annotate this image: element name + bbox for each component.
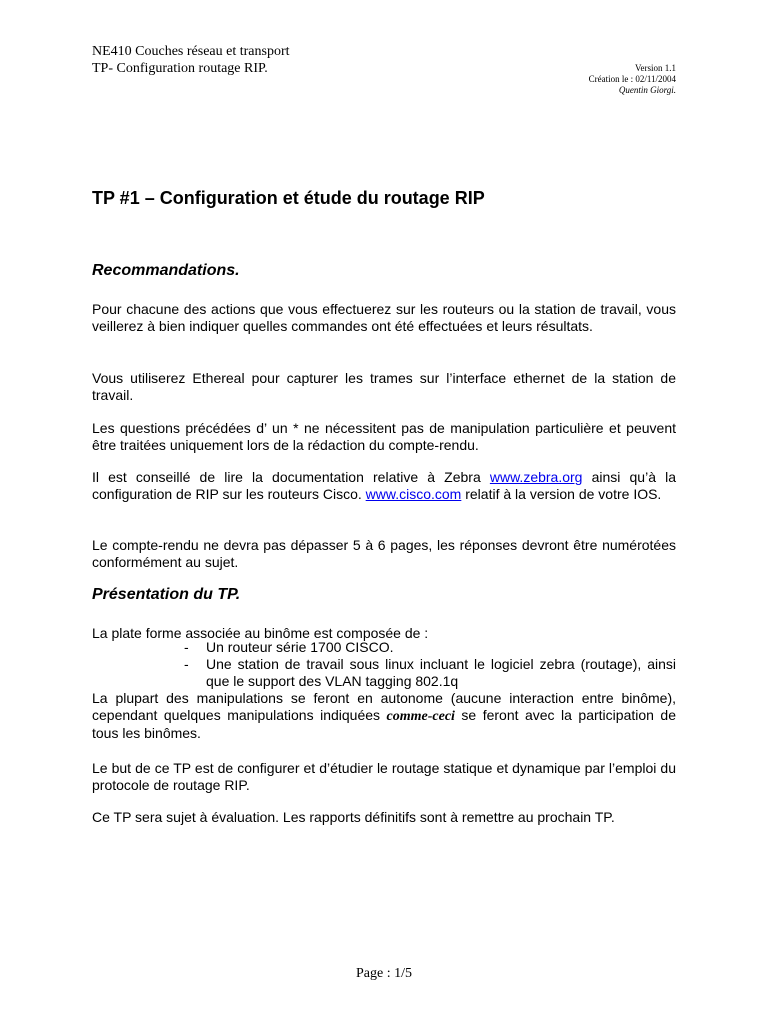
paragraph: Le compte-rendu ne devra pas dépasser 5 à 6 pages, les réponses devront être numérotées conformément au sujet. bbox=[92, 537, 676, 570]
paragraph: Vous utiliserez Ethereal pour capturer les trames sur l’interface ethernet de la station de travail. bbox=[92, 370, 676, 403]
tp-subject: TP- Configuration routage RIP. bbox=[92, 61, 268, 76]
paragraph: Les questions précédées d’ un * ne nécessitent pas de manipulation particulière et peuvent être traitées uniquement lors de la rédaction du compte-rendu. bbox=[92, 420, 676, 453]
paragraph: Pour chacune des actions que vous effectuerez sur les routeurs ou la station de travail, vous veillerez à bien indiquer quelles commandes ont été effectuées et leurs résultats. bbox=[92, 301, 676, 334]
list-dash: - bbox=[184, 656, 189, 672]
text-span: se feront avec la participation de tous les binômes. bbox=[92, 707, 676, 741]
text-span: Il est conseillé de lire la documentation relative à Zebra bbox=[92, 469, 490, 485]
heading-presentation: Présentation du TP. bbox=[92, 586, 241, 603]
text-span: ainsi qu’à la configuration de RIP sur les routeurs Cisco. bbox=[92, 469, 677, 502]
paragraph: Le but de ce TP est de configurer et d’étudier le routage statique et dynamique par l’emploi du protocole de routage RIP. bbox=[92, 760, 676, 793]
list-item-text: Un routeur série 1700 CISCO. bbox=[206, 639, 394, 655]
cisco-link[interactable]: www.cisco.com bbox=[365, 486, 462, 502]
paragraph bbox=[92, 690, 676, 742]
page-number: Page : 1/5 bbox=[356, 966, 412, 981]
page-title: TP #1 – Configuration et étude du routage RIP bbox=[92, 188, 485, 208]
list-item bbox=[184, 639, 676, 656]
equipment-list bbox=[184, 639, 676, 690]
page-header-left bbox=[92, 43, 290, 77]
zebra-link[interactable]: www.zebra.org bbox=[489, 469, 583, 485]
course-name: NE410 Couches réseau et transport bbox=[92, 44, 290, 59]
list-dash: - bbox=[184, 639, 189, 655]
paragraph-links bbox=[92, 469, 676, 503]
paragraph: Ce TP sera sujet à évaluation. Les rapports définitifs sont à remettre au prochain TP. bbox=[92, 809, 615, 825]
list-item-text: Une station de travail sous linux incluant le logiciel zebra (routage), ainsi que le support des VLAN tagging 802.1q bbox=[206, 656, 676, 689]
text-span: relatif à la version de votre IOS. bbox=[461, 486, 662, 502]
paragraph: La plate forme associée au binôme est composée de : bbox=[92, 625, 429, 641]
heading-recommandations: Recommandations. bbox=[92, 262, 240, 279]
list-item bbox=[184, 656, 676, 690]
creation-date: Création le : 02/11/2004 bbox=[588, 74, 676, 84]
version-label: Version 1.1 bbox=[635, 63, 676, 73]
author-name: Quentin Giorgi. bbox=[618, 85, 676, 95]
page-header-right bbox=[589, 63, 676, 96]
text-span: La plupart des manipulations se feront en autonome (aucune interaction entre binôme), cependant quelques manipulations indiquées bbox=[92, 690, 676, 723]
emphasis-example: comme-ceci bbox=[386, 709, 455, 724]
